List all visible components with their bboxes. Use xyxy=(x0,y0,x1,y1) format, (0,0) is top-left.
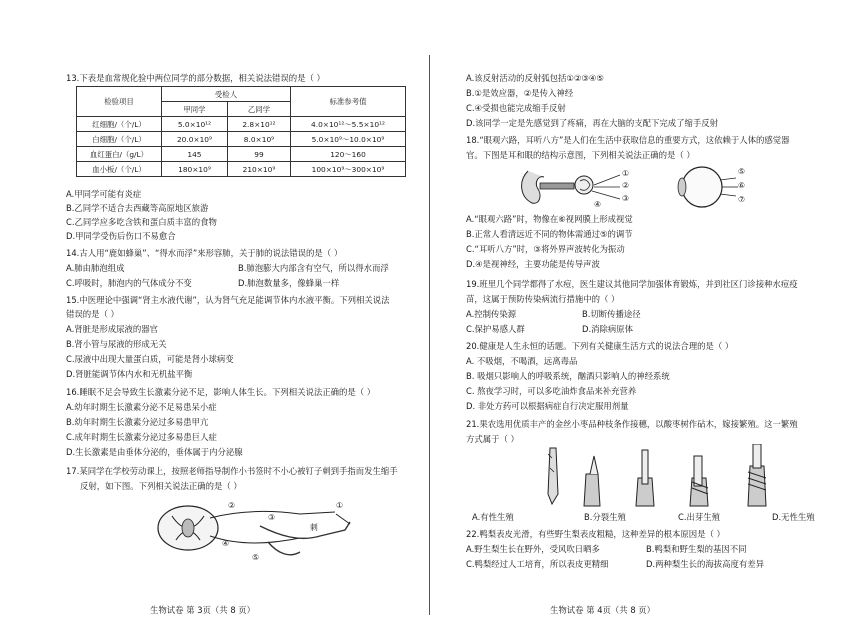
q17-option-b: B.①是效应器，②是传入神经 xyxy=(466,88,574,98)
table-head-ref: 标准参考值 xyxy=(291,87,406,117)
q19-option-b: B.切断传播途径 xyxy=(582,309,641,319)
left-footer: 生物试卷 第 3页（共 8 页） xyxy=(150,605,256,615)
q19-option-c: C.保护易感人群 xyxy=(466,324,525,334)
reflex-label-thorn: 刺 xyxy=(310,523,318,532)
q15-option-c: C.尿液中出现大量蛋白质，可能是肾小球病变 xyxy=(66,354,234,364)
q21-stem-line1: 21.果农选用优质丰产的金丝小枣品种枝条作接穗，以酸枣树作砧木，嫁接繁殖。这一繁殖 xyxy=(466,419,798,429)
left-page xyxy=(0,0,428,637)
q21-option-a: A.有性生殖 xyxy=(472,512,514,522)
q14-stem: 14.古人用“鹿如蜂巢”、“得水而浮”来形容肺，关于肺的说法错误的是（ ） xyxy=(66,248,343,258)
q13-option-c: C.乙同学应多吃含铁和蛋白质丰富的食物 xyxy=(66,217,217,227)
q22-stem: 22.鸭梨表皮光滑，有些野生梨表皮粗糙，这种差异的根本原因是（ ） xyxy=(466,529,725,539)
cell-b: 99 xyxy=(227,147,290,162)
table-head-item: 检验项目 xyxy=(77,87,162,117)
table-row xyxy=(77,162,406,177)
eye-label-7: ⑦ xyxy=(738,195,745,204)
q22-option-b: B.鸭梨和野生梨的基因不同 xyxy=(646,544,747,554)
q19-option-a: A.控制传染源 xyxy=(466,309,517,319)
q15-option-a: A.肾脏是形成尿液的器官 xyxy=(66,324,158,334)
eye-label-5: ⑤ xyxy=(738,167,745,176)
right-page xyxy=(432,0,860,637)
reflex-label-3: ③ xyxy=(268,513,275,522)
cell-ref: 4.0×10¹²～5.5×10¹² xyxy=(291,117,406,132)
q19-option-d: D.消除病原体 xyxy=(582,324,633,334)
q20-stem: 20.健康是人生永恒的话题。下列有关健康生活方式的说法合理的是（ ） xyxy=(466,341,734,351)
eye-figure xyxy=(666,164,746,210)
q19-stem-line1: 19.班里几个同学都得了水痘，医生建议其他同学加强体育锻炼，并到社区门诊接种水痘疫 xyxy=(466,279,798,289)
q13-option-b: B.乙同学不适合去西藏等高原地区旅游 xyxy=(66,203,209,213)
cell-ref: 120～160 xyxy=(291,147,406,162)
cell-ref: 5.0×10⁹～10.0×10⁹ xyxy=(291,132,406,147)
q22-option-c: C.鸭梨经过人工培育，所以表皮更精细 xyxy=(466,559,609,569)
reflex-label-2: ② xyxy=(228,501,235,510)
table-row xyxy=(77,117,406,132)
cell-b: 2.8×10¹² xyxy=(227,117,290,132)
q16-stem: 16.睡眠不足会导致生长激素分泌不足，影响人体生长。下列相关说法正确的是（ ） xyxy=(66,387,376,397)
cell-b: 210×10⁹ xyxy=(227,162,290,177)
q18-option-c: C.“耳听八方”时，③将外界声波转化为振动 xyxy=(466,244,625,254)
q13-option-a: A.甲同学可能有炎症 xyxy=(66,189,142,199)
grafting-figure xyxy=(542,444,792,508)
table-head-a: 甲同学 xyxy=(162,102,228,117)
reflex-label-4: ④ xyxy=(222,539,229,548)
q17-option-d: D.该同学一定是先感觉到了疼痛，再在大脑的支配下完成了缩手反射 xyxy=(466,118,718,128)
q17-stem-line1: 17.某同学在学校劳动课上，按照老师指导制作小书签时不小心被钉子刺到手指而发生缩手 xyxy=(66,466,398,476)
cell-item: 血小板/（个/L） xyxy=(77,162,162,177)
cell-item: 血红蛋白/（g/L） xyxy=(77,147,162,162)
q16-option-a: A.幼年时期生长激素分泌不足易患呆小症 xyxy=(66,402,217,412)
q15-option-d: D.肾脏能调节体内水和无机盐平衡 xyxy=(66,369,193,379)
reflex-label-1: ① xyxy=(336,501,343,510)
cell-item: 白细胞/（个/L） xyxy=(77,132,162,147)
q21-option-d: D.无性生殖 xyxy=(772,512,815,522)
cell-b: 8.0×10⁹ xyxy=(227,132,290,147)
q20-option-d: D. 非处方药可以根据病症自行决定服用剂量 xyxy=(466,401,629,411)
q21-stem-line2: 方式属于（ ） xyxy=(466,434,519,444)
q16-option-c: C.成年时期生长激素分泌过多易患巨人症 xyxy=(66,432,217,442)
cell-ref: 100×10⁹～300×10⁹ xyxy=(291,162,406,177)
q17-stem-line2: 反射，如下图。下列相关说法正确的是（ ） xyxy=(80,481,242,491)
q19-stem-line2: 苗，这属于预防传染病流行措施中的（ ） xyxy=(466,294,620,304)
q16-option-d: D.生长激素是由垂体分泌的，垂体属于内分泌腺 xyxy=(66,447,243,457)
q21-option-b: B.分裂生殖 xyxy=(584,512,626,522)
cell-item: 红细胞/（个/L） xyxy=(77,117,162,132)
eye-label-6: ⑥ xyxy=(738,181,745,190)
q14-option-c: C.呼吸时，肺泡内的气体成分不变 xyxy=(66,278,192,288)
q18-option-d: D.④是视神经，主要功能是传导声波 xyxy=(466,259,600,269)
q13-option-d: D.甲同学受伤后伤口不易愈合 xyxy=(66,231,176,241)
cell-a: 145 xyxy=(162,147,228,162)
q18-stem-line1: 18.“眼观六路，耳听八方”是人们在生活中获取信息的重要方式，这依赖于人体的感觉器 xyxy=(466,135,790,145)
blood-test-table xyxy=(76,86,406,177)
q17-option-a: A.该反射活动的反射弧包括①②③④⑤ xyxy=(466,73,604,83)
ear-label-2: ② xyxy=(622,181,629,190)
q20-option-c: C. 熬夜学习时，可以多吃油炸食品来补充营养 xyxy=(466,386,637,396)
q22-option-a: A.野生梨生长在野外，受风吹日晒多 xyxy=(466,544,600,554)
table-head-b: 乙同学 xyxy=(227,102,290,117)
q15-stem-line2: 错误的是（ ） xyxy=(66,309,119,319)
q14-option-a: A.肺由肺泡组成 xyxy=(66,263,125,273)
ear-label-1: ① xyxy=(622,169,629,178)
q14-option-d: D.肺泡数量多，像蜂巢一样 xyxy=(238,278,340,288)
ear-label-4: ④ xyxy=(594,200,601,209)
q15-option-b: B.肾小管与尿液的形成无关 xyxy=(66,339,167,349)
q17-option-c: C.④受损也能完成缩手反射 xyxy=(466,103,566,113)
q15-stem-line1: 15.中医理论中强调“肾主水液代谢”，认为肾气充足能调节体内水液平衡。下列相关说法 xyxy=(66,295,390,305)
q22-option-d: D.两种梨生长的海拔高度有差异 xyxy=(646,559,764,569)
q18-stem-line2: 官。下图是耳和眼的结构示意图，下列相关说法正确的是（ ） xyxy=(466,150,695,160)
q18-option-a: A.“眼观六路”时，物像在⑥视网膜上形成视觉 xyxy=(466,214,633,224)
cell-a: 5.0×10¹² xyxy=(162,117,228,132)
cell-a: 180×10⁹ xyxy=(162,162,228,177)
page-divider xyxy=(429,55,430,615)
q14-option-b: B.肺泡膨大内部含有空气，所以得水而浮 xyxy=(238,263,389,273)
q21-option-c: C.出芽生殖 xyxy=(678,512,721,522)
table-head-subject: 受检人 xyxy=(162,87,291,102)
q18-option-b: B.正常人看清远近不同的物体需通过⑤的调节 xyxy=(466,229,633,239)
table-row xyxy=(77,132,406,147)
ear-label-3: ③ xyxy=(622,194,629,203)
reflex-label-5: ⑤ xyxy=(252,553,259,562)
q20-option-a: A. 不吸烟，不喝酒，远离毒品 xyxy=(466,356,578,366)
q20-option-b: B. 吸烟只影响人的呼吸系统，酗酒只影响人的神经系统 xyxy=(466,371,670,381)
q16-option-b: B.幼年时期生长激素分泌过多易患甲亢 xyxy=(66,417,209,427)
table-row xyxy=(77,147,406,162)
cell-a: 20.0×10⁹ xyxy=(162,132,228,147)
right-footer: 生物试卷 第 4页（共 8 页） xyxy=(550,605,656,615)
q13-stem: 13.下表是血常规化验中两位同学的部分数据，相关说法错误的是（ ） xyxy=(66,73,325,83)
